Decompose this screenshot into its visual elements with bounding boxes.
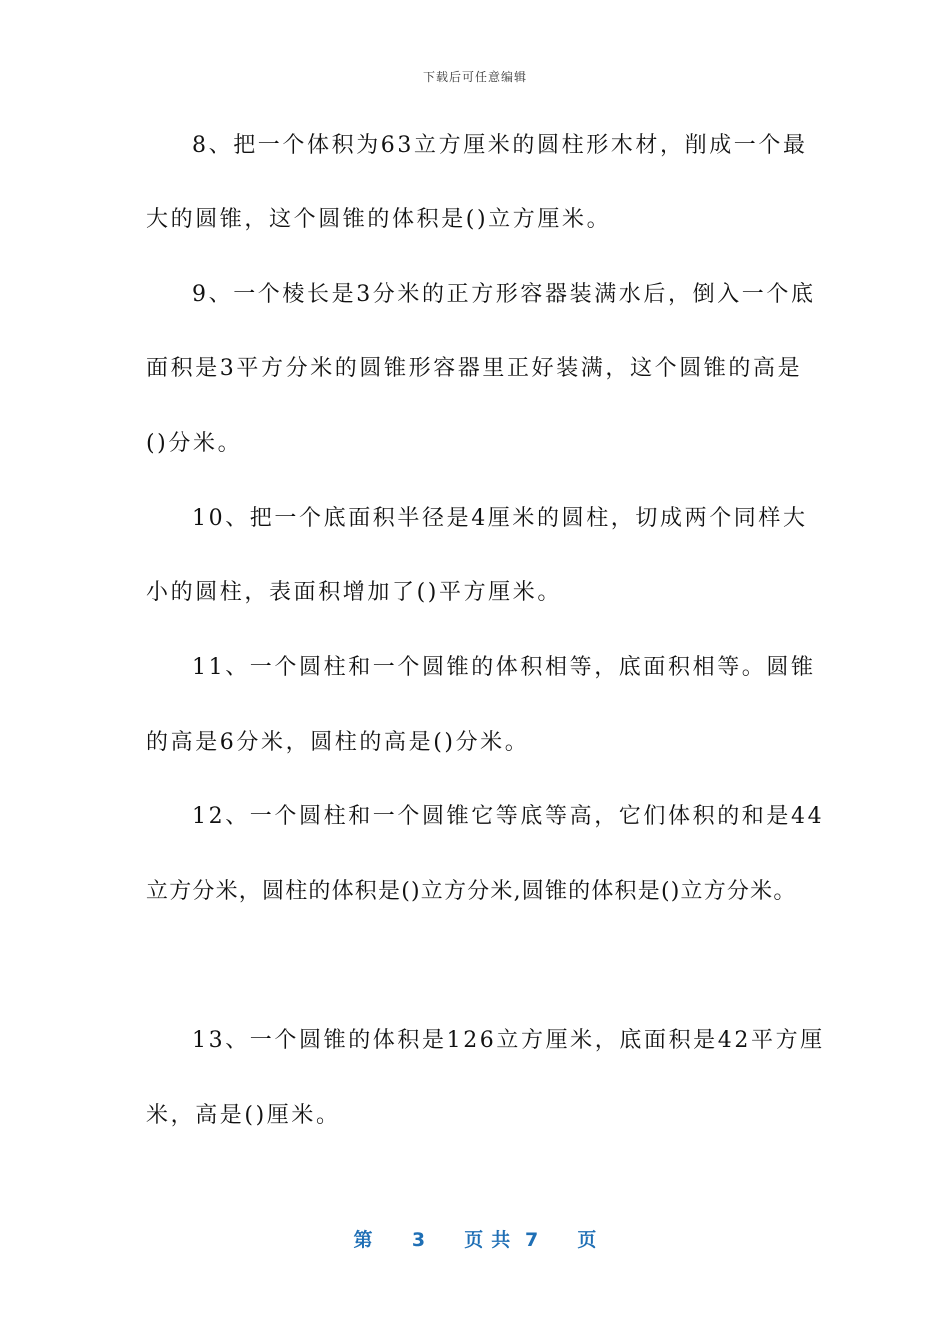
question-13-line-1: 13、一个圆锥的体积是126立方厘米，底面积是42平方厘 xyxy=(192,1028,825,1053)
question-12-line-1: 12、一个圆柱和一个圆锥它等底等高，它们体积的和是44 xyxy=(192,804,825,829)
question-8-line-2: 大的圆锥，这个圆锥的体积是()立方厘米。 xyxy=(146,207,612,232)
header-note: 下载后可任意编辑 xyxy=(422,70,527,84)
question-9-line-2: 面积是3平方分米的圆锥形容器里正好装满，这个圆锥的高是 xyxy=(146,356,803,381)
footer-total-pages: 7 xyxy=(524,1229,539,1251)
question-10-line-1: 10、把一个底面积半径是4厘米的圆柱，切成两个同样大 xyxy=(192,506,808,531)
footer-suffix: 页 xyxy=(577,1229,597,1251)
question-9-line-1: 9、一个棱长是3分米的正方形容器装满水后，倒入一个底 xyxy=(192,282,816,307)
question-9-line-3: ()分米。 xyxy=(146,431,243,456)
question-8-line-1: 8、把一个体积为63立方厘米的圆柱形木材，削成一个最 xyxy=(192,133,808,158)
footer-middle: 页共 xyxy=(464,1229,519,1251)
question-13-line-2: 米，高是()厘米。 xyxy=(146,1103,341,1128)
question-12-line-2: 立方分米，圆柱的体积是()立方分米,圆锥的体积是()立方分米。 xyxy=(146,879,797,904)
page-footer xyxy=(0,1225,950,1252)
question-10-line-2: 小的圆柱，表面积增加了()平方厘米。 xyxy=(146,580,562,605)
footer-current-page: 3 xyxy=(411,1229,426,1251)
question-11-line-2: 的高是6分米，圆柱的高是()分米。 xyxy=(146,730,530,755)
footer-prefix: 第 xyxy=(353,1229,373,1251)
question-11-line-1: 11、一个圆柱和一个圆锥的体积相等，底面积相等。圆锥 xyxy=(192,655,816,680)
